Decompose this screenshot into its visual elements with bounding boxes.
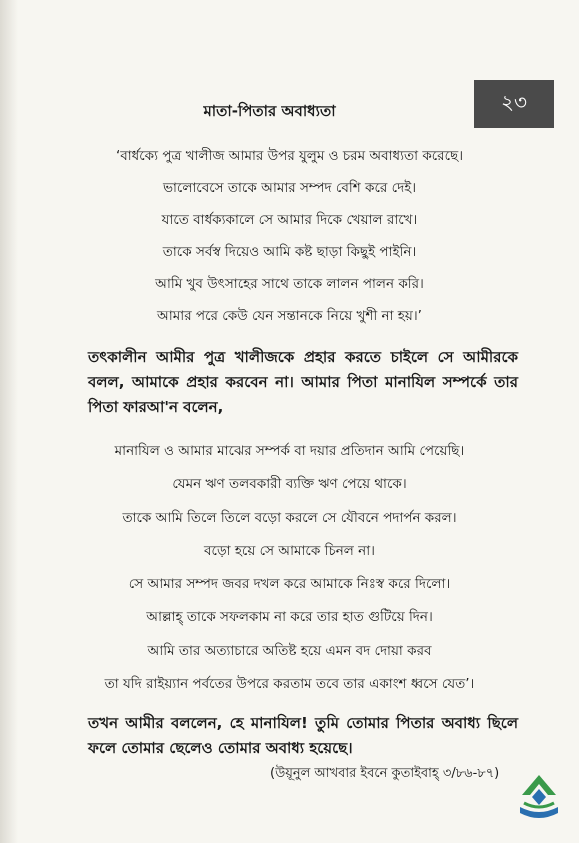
poem-line: আমার পরে কেউ যেন সন্তানকে নিয়ে খুশী না হয়।’	[157, 308, 422, 324]
poem-line: ভালোবেসে তাকে আমার সম্পদ বেশি করে দেই।	[162, 180, 417, 196]
poem-line: আল্লাহ্ তাকে সফলকাম না করে তার হাত গুটিয়ে দিন।	[146, 609, 433, 625]
poem-line: তা যদি রাইয়্যান পর্বতের উপরে করতাম তবে তার একাংশ ধ্বসে যেত’।	[104, 676, 475, 692]
poem-line: যাতে বার্ধক্যকালে সে আমার দিকে খেয়াল রাখে।	[161, 212, 418, 228]
page-number: ২৩	[474, 80, 554, 128]
poem-line: সে আমার সম্পদ জবর দখল করে আমাকে নিঃস্ব করে দিলো।	[128, 576, 451, 592]
publisher-logo-icon	[516, 773, 562, 825]
poem-line: ‘বার্ধক্যে পুত্র খালীজ আমার উপর যুলুম ও চরম অবাধ্যতা করেছে।	[115, 148, 464, 164]
poem-line: বড়ো হয়ে সে আমাকে চিনল না।	[204, 543, 375, 559]
page-gutter-shadow	[0, 0, 18, 843]
citation: (উয়ূনুল আখবার ইবনে কুতাইবাহ্ ৩/৮৬-৮৭)	[270, 766, 500, 781]
poem-line: মানাযিল ও আমার মাঝের সম্পর্ক বা দয়ার প্রতিদান আমি পেয়েছি।	[114, 443, 465, 459]
narrative-paragraph: তৎকালীন আমীর পুত্র খালীজকে প্রহার করতে চাইলে সে আমীরকে বলল, আমাকে প্রহার করবেন না। আমার পিতা মানাযিল সম্পর্কে তার পিতা ফারআ'ন বলেন,	[88, 348, 518, 416]
poem-line: যেমন ঋণ তলবকারী ব্যক্তি ঋণ পেয়ে থাকে।	[172, 476, 407, 492]
poem-line: আমি খুব উৎসাহের সাথে তাকে লালন পালন করি।	[155, 276, 424, 292]
narrative-paragraph: তখন আমীর বললেন, হে মানাযিল! তুমি তোমার পিতার অবাধ্য ছিলে ফলে তোমার ছেলেও তোমার অবাধ্য হয়েছে।	[88, 714, 518, 757]
poem-line: তাকে আমি তিলে তিলে বড়ো করলে সে যৌবনে পদার্পন করল।	[122, 510, 457, 526]
poem-line: আমি তার অত্যাচারে অতিষ্ট হয়ে এমন বদ দোয়া করব	[147, 643, 432, 659]
poem-line: তাকে সর্বস্ব দিয়েও আমি কষ্ট ছাড়া কিছুই পাইনি।	[162, 244, 417, 260]
running-title: মাতা-পিতার অবাধ্যতা	[203, 102, 336, 120]
